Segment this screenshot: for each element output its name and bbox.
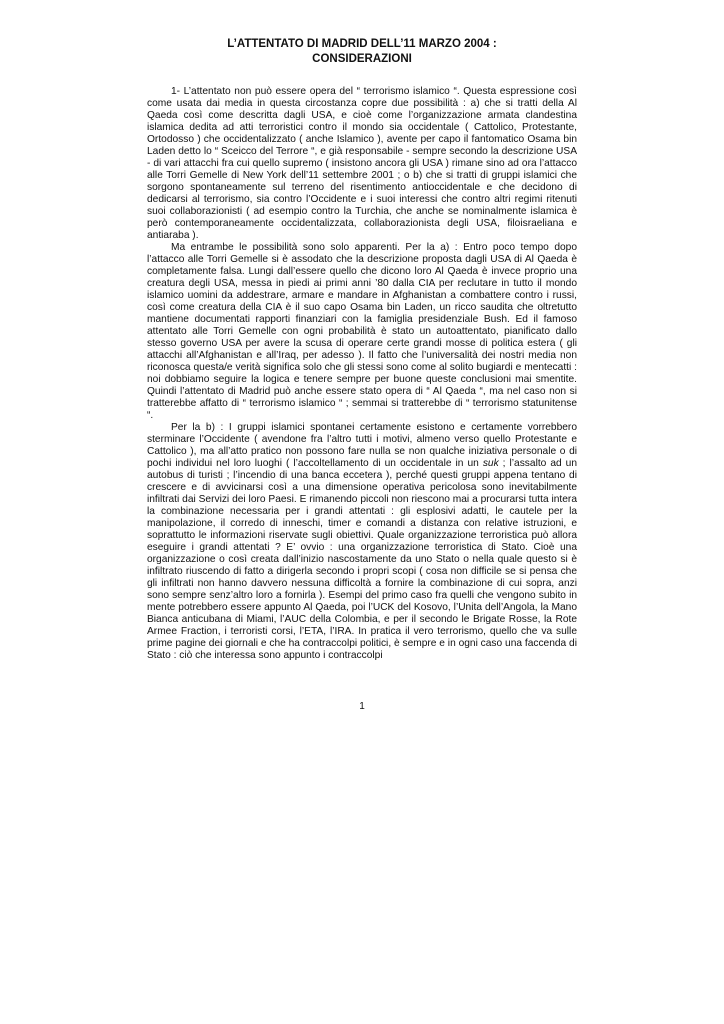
paragraph-3-part-1: Per la b) : I gruppi islamici spontanei certamente esistono e certamente vorrebbero sterminare l’Occidente ( avendone fra l’altro tutti i motivi, almeno verso quello Protestante e Cattolico ), ma all’atto pratico non possono fare nulla se non qualche iniziativa personale o di pochi individui nel loro luoghi ( l’accoltellamento di un occidentale in un bbox=[147, 422, 577, 469]
document-title bbox=[147, 37, 577, 67]
italic-word-suk: suk bbox=[482, 458, 499, 469]
page-number: 1 bbox=[359, 701, 365, 712]
title-line-1: L’ATTENTATO DI MADRID DELL’11 MARZO 2004 : bbox=[227, 38, 497, 50]
document-body bbox=[147, 86, 577, 662]
paragraph-1: 1- L’attentato non può essere opera del “ terrorismo islamico “. Questa espressione così come usata dai media in questa circostanza copre due possibilità : a) che si tratti della Al Qaeda così come descritta dagli USA, e cioè come l’organizzazione armata clandestina islamica dedita ad atti terroristici contro il mondo sia occidentale ( Cattolico, Protestante, Ortodosso ) che occidentalizzato ( anche Islamico ), avente per capo il fantomatico Osama bin Laden detto lo “ Sceicco del Terrore “, e già responsabile - sempre secondo la descrizione USA - di vari attacchi fra cui quello supremo ( insistono ancora gli USA ) rimane sino ad ora l’attacco alle Torri Gemelle di New York dell’11 settembre 2001 ; o b) che si tratti di gruppi islamici che sorgono spontaneamente sul terreno del risentimento antioccidentale e che decidono di dedicarsi al terrorismo, sia contro l’Occidente e i suoi interessi che contro altri regimi ritenuti suoi collaborazionisti ( ad esempio contro la Turchia, che anche se nominalmente islamica è però contemporaneamente occidentalizzata, collaborazionista degli USA, filoisraeliana e antiaraba ). bbox=[147, 86, 577, 241]
paragraph-2: Ma entrambe le possibilità sono solo apparenti. Per la a) : Entro poco tempo dopo l’attacco alle Torri Gemelle si è assodato che la descrizione proposta dagli USA di Al Qaeda è completamente falsa. Lungi dall’essere quello che dicono loro Al Qaeda è invece proprio una creatura degli USA, messa in piedi ai primi anni ’80 dalla CIA per reclutare in tutto il mondo islamico uomini da addestrare, armare e mandare in Afghanistan a combattere contro i russi, così come creatura della CIA è il suo capo Osama bin Laden, un ricco saudita che oltretutto mantiene documentati rapporti finanziari con la famiglia presidenziale Bush. Ed il famoso attentato alle Torri Gemelle con ogni probabilità è stato un autoattentato, pianificato dallo stesso governo USA per avere la scusa di operare certe grandi mosse di politica estera ( gli attacchi all’Afghanistan e all’Iraq, per adesso ). Il fatto che l’universalità dei nostri media non riconosca questa/e verità significa solo che gli stessi sono come al solito bugiardi e mentecatti : noi dobbiamo seguire la logica e tenere sempre per buone queste conclusioni mai smentite. Quindi l’attentato di Madrid può anche essere stato opera di “ Al Qaeda “, ma nel caso non si tratterebbe affatto di “ terrorismo islamico “ ; semmai si tratterebbe di “ terrorismo statunitense “. bbox=[147, 242, 577, 421]
paragraph-3 bbox=[147, 422, 577, 662]
paragraph-3-part-2: ; l’assalto ad un autobus di turisti ; l’incendio di una banca eccetera ), perché questi gruppi appena tentano di crescere e di avvicinarsi così a una dimensione operativa pericolosa sono inevitabilmente infiltrati dai Servizi dei loro Paesi. E rimanendo piccoli non riescono mai a procurarsi tutta intera la combinazione necessaria per i grandi attentati : gli esplosivi adatti, le cautele per la manipolazione, il corredo di inneschi, timer e comandi a distanza con relative istruzioni, e soprattutto le informazioni riservate sugli obiettivi. Quale organizzazione terroristica può allora eseguire i grandi attentati ? E’ ovvio : una organizzazione terroristica di Stato. Cioè una organizzazione o così creata dall’inizio nascostamente da uno Stato o nella quale questo si è infiltrato riuscendo di fatto a dirigerla secondo i propri scopi ( cosa non difficile se si pensa che gli infiltrati non hanno davvero nessuna difficoltà a fornire la combinazione di cui sopra, anzi sono sempre senz’altro loro a fornirla ). Esempi del primo caso fra quelli che vengono subito in mente potrebbero essere appunto Al Qaeda, poi l’UCK del Kosovo, l’Unita dell’Angola, la Mano Bianca anticubana di Miami, l’AUC della Colombia, e per il secondo le Brigate Rosse, la Rote Armee Fraction, i terroristi corsi, l’ETA, l’IRA. In pratica il vero terrorismo, quello che va sulle prime pagine dei giornali e che ha contraccolpi politici, è sempre e in ogni caso una faccenda di Stato : ciò che interessa sono appunto i contraccolpi bbox=[147, 458, 578, 661]
title-line-2: CONSIDERAZIONI bbox=[312, 53, 412, 65]
